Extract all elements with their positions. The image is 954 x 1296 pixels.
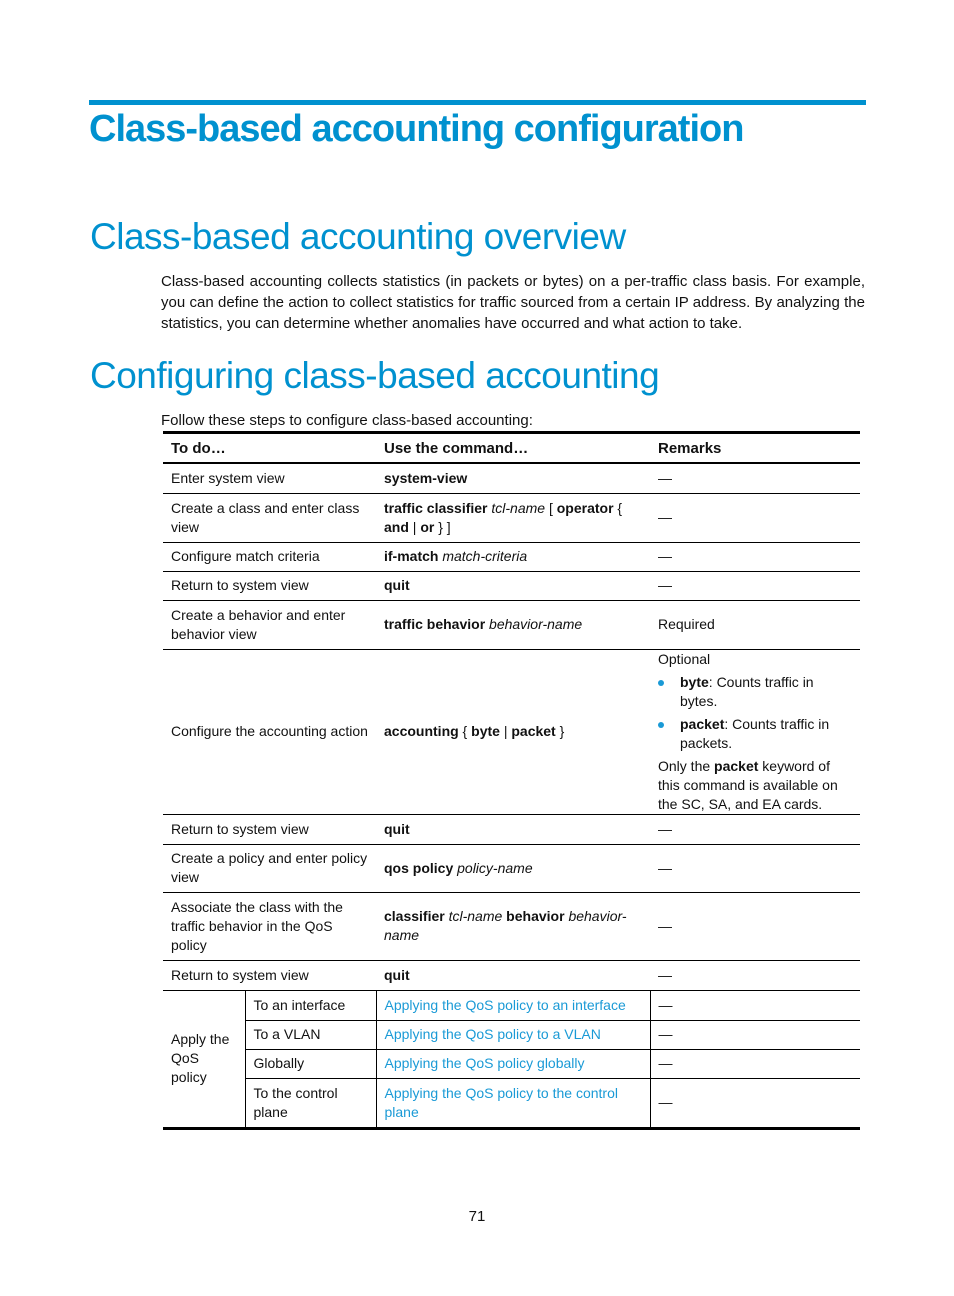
remarks-text: — xyxy=(658,966,672,983)
command-part: system-view xyxy=(384,469,468,486)
todo-cell: Configure the accounting action xyxy=(163,649,376,814)
command-part: | xyxy=(499,723,512,739)
todo-cell: Create a policy and enter policy view xyxy=(163,844,376,892)
list-item xyxy=(680,715,852,753)
command-part: behavior-name xyxy=(384,908,627,943)
command-part: [ xyxy=(545,499,557,516)
command-cell xyxy=(376,571,650,600)
note-text: Only the xyxy=(658,757,715,774)
command-cell xyxy=(376,493,650,542)
apply-target-cell: To the control plane xyxy=(245,1078,376,1128)
command-part: tcl-name xyxy=(491,499,546,516)
todo-cell: Return to system view xyxy=(163,571,376,600)
apply-target-cell: To a VLAN xyxy=(245,1020,376,1049)
command-cell xyxy=(376,1049,650,1078)
command-part: match-criteria xyxy=(442,548,528,564)
command-part: or xyxy=(420,518,435,535)
command-part: tcl-name xyxy=(448,908,503,924)
command-part: operator xyxy=(556,499,614,516)
command-part: classifier xyxy=(384,908,449,924)
command-part: traffic behavior xyxy=(384,616,490,632)
header-todo: To do… xyxy=(163,433,376,464)
page-number: 71 xyxy=(468,1208,486,1225)
remarks-text: — xyxy=(658,469,672,486)
apply-target-cell: To an interface xyxy=(245,990,376,1020)
command-cell xyxy=(376,649,650,814)
table-row xyxy=(163,542,860,571)
command-part: { xyxy=(458,723,472,739)
command-cell xyxy=(376,814,650,844)
todo-cell: Create a class and enter class view xyxy=(163,493,376,542)
command-cell xyxy=(376,463,650,493)
command-part: | xyxy=(408,518,421,535)
chapter-rule xyxy=(89,100,866,105)
remarks-text: Optional xyxy=(658,650,711,667)
todo-cell: Associate the class with the traffic behavior in the QoS policy xyxy=(163,892,376,960)
steps-intro: Follow these steps to configure class-based accounting: xyxy=(161,412,533,429)
command-part: quit xyxy=(384,820,410,837)
remarks-text: — xyxy=(658,820,672,837)
chapter-title: Class-based accounting configuration xyxy=(89,108,744,150)
table-row xyxy=(163,892,860,960)
command-part: accounting xyxy=(384,723,459,739)
table-row xyxy=(163,463,860,493)
remarks-text: — xyxy=(658,917,672,934)
remarks-text: Required xyxy=(658,616,715,632)
header-remarks: Remarks xyxy=(650,433,860,464)
table-row xyxy=(163,990,860,1020)
remarks-cell xyxy=(650,600,860,649)
command-part: { xyxy=(613,499,623,516)
command-part: } xyxy=(555,723,565,739)
apply-policy-link[interactable]: Applying the QoS policy to a VLAN xyxy=(384,1026,601,1042)
todo-cell: Configure match criteria xyxy=(163,542,376,571)
remarks-cell xyxy=(650,960,860,990)
remarks-cell xyxy=(650,463,860,493)
remarks-cell xyxy=(650,571,860,600)
bullet-icon xyxy=(658,722,664,728)
table-row xyxy=(163,493,860,542)
command-cell xyxy=(376,990,650,1020)
remarks-cell xyxy=(650,814,860,844)
overview-paragraph: Class-based accounting collects statistics (in packets or bytes) on a per-traffic class basis. For example, you can define the action to collect statistics for traffic sourced from a certain IP address. By analyzing the statistics, you can determine whether anomalies have occurred and what action to take. xyxy=(161,273,865,332)
remarks-cell xyxy=(650,649,860,814)
todo-cell: Return to system view xyxy=(163,960,376,990)
remarks-cell: — xyxy=(650,1078,860,1128)
remarks-text: — xyxy=(658,509,672,525)
remarks-cell: — xyxy=(650,1020,860,1049)
header-command: Use the command… xyxy=(376,433,650,464)
todo-cell: Create a behavior and enter behavior view xyxy=(163,600,376,649)
remarks-list xyxy=(658,673,852,753)
note-text: keyword of this command is available on the SC, SA, and EA cards. xyxy=(658,757,838,812)
command-part: } ] xyxy=(434,518,451,535)
command-part: traffic classifier xyxy=(384,499,492,516)
remarks-cell xyxy=(650,493,860,542)
apply-policy-label: Apply the QoS policy xyxy=(163,990,245,1128)
table-header-row xyxy=(163,433,860,464)
command-cell xyxy=(376,542,650,571)
remarks-cell: — xyxy=(650,1049,860,1078)
remarks-cell xyxy=(650,892,860,960)
apply-policy-link[interactable]: Applying the QoS policy to the control plane xyxy=(384,1084,618,1120)
command-part: packet xyxy=(511,723,556,739)
todo-cell: Enter system view xyxy=(163,463,376,493)
table-row xyxy=(163,814,860,844)
command-part: behavior xyxy=(502,908,569,924)
table-row xyxy=(163,1020,860,1049)
table-row xyxy=(163,649,860,814)
command-cell xyxy=(376,844,650,892)
command-part: quit xyxy=(384,966,410,983)
remarks-note xyxy=(658,757,852,814)
bullet-text: : Counts traffic in packets. xyxy=(680,715,830,751)
command-part: quit xyxy=(384,577,410,593)
table-row xyxy=(163,1078,860,1128)
section-title-overview: Class-based accounting overview xyxy=(90,216,626,257)
table-row xyxy=(163,960,860,990)
remarks-text: — xyxy=(658,577,672,593)
command-cell xyxy=(376,960,650,990)
command-cell xyxy=(376,1078,650,1128)
command-part: and xyxy=(384,518,409,535)
remarks-text: — xyxy=(658,859,672,876)
remarks-cell: — xyxy=(650,990,860,1020)
table-row xyxy=(163,600,860,649)
command-part: behavior-name xyxy=(489,616,583,632)
bullet-icon xyxy=(658,680,664,686)
command-part: if-match xyxy=(384,548,443,564)
apply-target-cell: Globally xyxy=(245,1049,376,1078)
command-part: byte xyxy=(471,723,500,739)
remarks-cell xyxy=(650,542,860,571)
command-part: policy-name xyxy=(457,859,533,876)
command-cell xyxy=(376,600,650,649)
table-row xyxy=(163,844,860,892)
keyword: packet xyxy=(680,715,725,732)
remarks-text: — xyxy=(658,548,672,564)
remarks-cell xyxy=(650,844,860,892)
section-title-configuring: Configuring class-based accounting xyxy=(90,355,660,396)
list-item xyxy=(680,673,852,711)
keyword: byte xyxy=(680,673,709,690)
command-cell xyxy=(376,892,650,960)
table-row xyxy=(163,571,860,600)
apply-policy-link[interactable]: Applying the QoS policy to an interface xyxy=(384,996,626,1013)
table-row xyxy=(163,1049,860,1078)
command-cell xyxy=(376,1020,650,1049)
keyword: packet xyxy=(714,757,759,774)
config-steps-table xyxy=(163,431,860,1130)
apply-policy-link[interactable]: Applying the QoS policy globally xyxy=(384,1055,585,1071)
bullet-text: : Counts traffic in bytes. xyxy=(680,673,814,709)
command-part: qos policy xyxy=(384,859,458,876)
todo-cell: Return to system view xyxy=(163,814,376,844)
